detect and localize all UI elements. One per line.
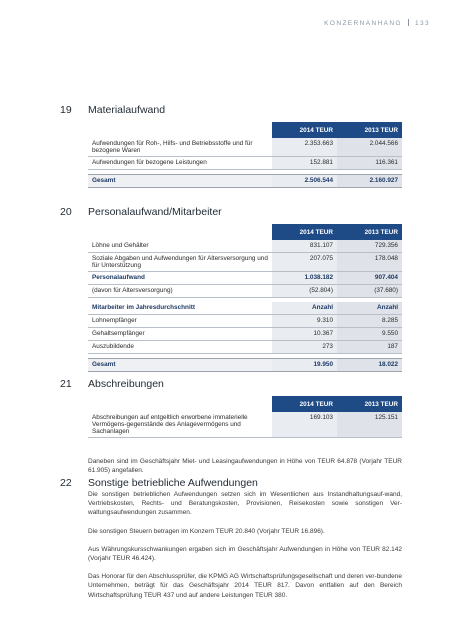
table-row [88,138,402,157]
table-row [88,315,402,328]
unit-2014: Anzahl [272,302,337,315]
col-header-2014: 2014 TEUR [272,224,337,240]
row-label: (davon für Altersversorgung) [88,285,272,298]
total-row [88,359,402,372]
table-row [88,328,402,341]
value-2013: 9.550 [337,328,402,341]
section-title [60,477,258,489]
value-2014: (52.804) [272,285,337,298]
value-2014: 9.310 [272,315,337,328]
row-label: Löhne und Gehälter [88,240,272,253]
subtotal-row [88,272,402,285]
total-label: Gesamt [88,175,272,188]
value-2014: 10.367 [272,328,337,341]
unit-2013: Anzahl [337,302,402,315]
col-header-2013: 2013 TEUR [337,122,402,138]
section-title [60,378,164,390]
value-2013: 8.285 [337,315,402,328]
section-number: 19 [60,104,72,116]
page-number: 133 [414,20,430,27]
col-header-2013: 2013 TEUR [337,224,402,240]
table-row [88,341,402,354]
row-label: Auszubildende [88,341,272,354]
page-header [324,19,430,27]
value-2014: 169.103 [272,412,337,438]
value-2014: 2.353.663 [272,138,337,157]
section-number: 22 [60,477,72,489]
value-2013: 116.361 [337,157,402,170]
personnel-table [88,224,402,372]
table-row [88,285,402,298]
table-row [88,412,402,438]
section-title [60,206,222,218]
row-label: Aufwendungen für bezogene Leistungen [88,157,272,170]
paragraph: Die sonstigen Steuern betragen im Konzern TEUR 20.840 (Vorjahr TEUR 16.896). [88,527,325,535]
value-2014: 273 [272,341,337,354]
section-name: Materialaufwand [88,104,166,116]
table-row [88,253,402,272]
header-divider [408,19,409,26]
section-name: Abschreibungen [88,378,164,390]
total-2013: 18.022 [337,359,402,372]
employee-header-label: Mitarbeiter im Jahresdurchschnitt [88,302,272,315]
employee-header-row [88,302,402,315]
section-name: Sonstige betriebliche Aufwendungen [88,477,258,489]
row-label: Soziale Abgaben und Aufwendungen für Altersversorgung und für Unterstützung [88,253,272,272]
row-label: Lohnempfänger [88,315,272,328]
col-header-2013: 2013 TEUR [337,396,402,412]
total-label: Gesamt [88,359,272,372]
blank-header [88,396,272,412]
row-label: Abschreibungen auf entgeltlich erworbene immaterielle Vermögens-gegenstände des Anlagevermögens und Sachanlagen [88,412,272,438]
value-2013: 729.356 [337,240,402,253]
total-2013: 2.160.927 [337,175,402,188]
value-2013: 187 [337,341,402,354]
row-label: Gehaltsempfänger [88,328,272,341]
col-header-2014: 2014 TEUR [272,122,337,138]
value-2014: 207.075 [272,253,337,272]
row-label: Aufwendungen für Roh-, Hilfs- und Betriebsstoffe und für bezogene Waren [88,138,272,157]
value-2014: 152.881 [272,157,337,170]
subtotal-2014: 1.038.182 [272,272,337,285]
depreciation-table [88,396,402,438]
header-section: KONZERNANHANG [324,20,402,27]
col-header-2014: 2014 TEUR [272,396,337,412]
table-row [88,157,402,170]
subtotal-2013: 907.404 [337,272,402,285]
depreciation-note: Daneben sind im Geschäftsjahr Miet- und Leasingaufwendungen in Höhe von TEUR 64.878 (Vorjahr TEUR 61.905) angefallen. [88,458,402,475]
blank-header [88,122,272,138]
paragraph: Die sonstigen betrieblichen Aufwendungen setzen sich im Wesentlichen aus Instandhaltungsauf-wand, Vertriebskosten, Rechts- und Beratungskosten, Provisionen, Reisekosten sowie sonstigen Ver-waltungsaufwendungen zusammen. [88,491,402,517]
paragraph: Aus Währungskursschwankungen ergaben sich im Geschäftsjahr Aufwendungen in Höhe von TEUR 82.142 (Vorjahr TEUR 46.424). [88,545,402,563]
value-2013: (37.680) [337,285,402,298]
paragraph: Das Honorar für den Abschlussprüfer, die KPMG AG Wirtschaftsprüfungsgesellschaft und deren ver-bundene Unternehmen, beträgt für das Geschäftsjahr 2014 TEUR 817. Davon entfallen auf den Bereich Wirtschaftsprüfung TEUR 437 und auf andere Leistungen TEUR 380. [88,573,402,599]
section-name: Personalaufwand/Mitarbeiter [88,206,222,218]
total-2014: 2.506.544 [272,175,337,188]
section-number: 21 [60,378,72,390]
section-title [60,104,165,116]
table-row [88,240,402,253]
material-table [88,122,402,188]
blank-header [88,224,272,240]
subtotal-label: Personalaufwand [88,272,272,285]
value-2013: 125.151 [337,412,402,438]
total-2014: 19.950 [272,359,337,372]
value-2013: 178.048 [337,253,402,272]
value-2014: 831.107 [272,240,337,253]
value-2013: 2.044.566 [337,138,402,157]
total-row [88,175,402,188]
section-number: 20 [60,206,72,218]
